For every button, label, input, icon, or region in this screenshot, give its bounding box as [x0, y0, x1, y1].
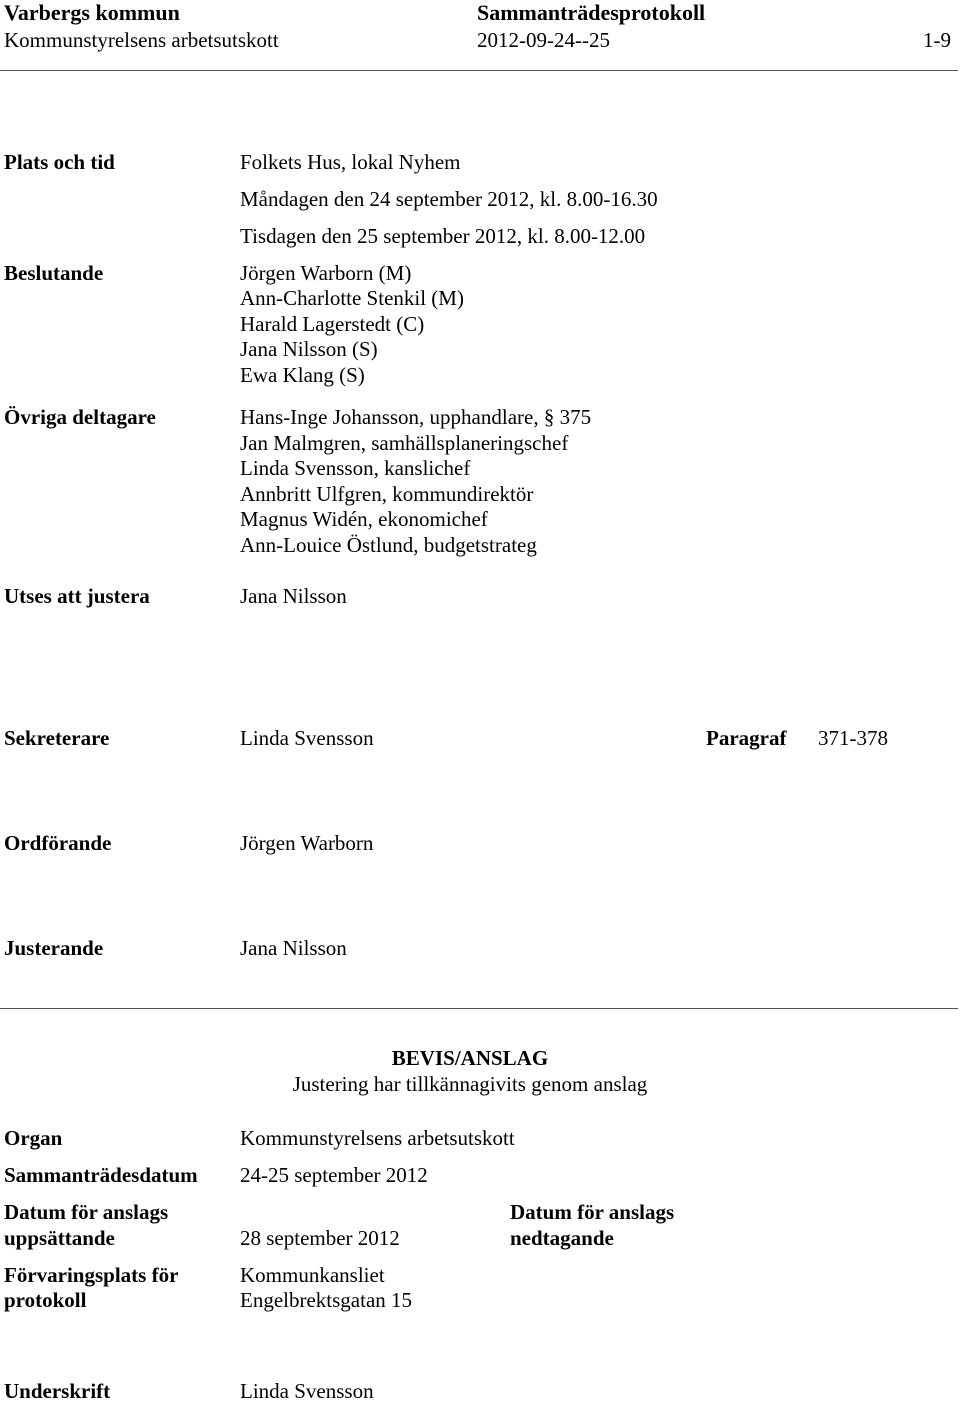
place-label: Plats och tid	[4, 150, 115, 174]
organization-name: Varbergs kommun	[4, 0, 180, 25]
storage-label-cont: protokoll	[4, 1288, 87, 1312]
decision-maker: Harald Lagerstedt (C)	[240, 312, 425, 336]
chair-name: Jörgen Warborn	[240, 831, 374, 855]
decision-maker: Jörgen Warborn (M)	[240, 261, 412, 285]
posted-date-label: Datum för anslags	[4, 1200, 169, 1224]
other-participant: Annbritt Ulfgren, kommundirektör	[240, 482, 534, 506]
meeting-date: 2012-09-24--25	[477, 28, 610, 52]
other-participant: Ann-Louice Östlund, budgetstrateg	[240, 533, 537, 557]
signature-label: Underskrift	[4, 1379, 111, 1403]
other-participant: Hans-Inge Johansson, upphandlare, § 375	[240, 405, 592, 429]
decision-makers-label: Beslutande	[4, 261, 104, 285]
time-day-1: Måndagen den 24 september 2012, kl. 8.00-16.30	[240, 187, 658, 211]
decision-maker: Jana Nilsson (S)	[240, 337, 378, 361]
storage-place: Kommunkansliet	[240, 1263, 385, 1287]
paragraph-range: 371-378	[818, 726, 888, 750]
posted-date-value: 28 september 2012	[240, 1226, 400, 1250]
other-participants-label: Övriga deltagare	[4, 405, 156, 429]
adjusting-name: Jana Nilsson	[240, 936, 347, 960]
adjuster-value: Jana Nilsson	[240, 584, 347, 608]
organ-value: Kommunstyrelsens arbetsutskott	[240, 1126, 515, 1150]
decision-maker: Ann-Charlotte Stenkil (M)	[240, 286, 464, 310]
paragraph-label: Paragraf	[706, 726, 787, 750]
meeting-date-label: Sammanträdesdatum	[4, 1163, 198, 1187]
secretary-label: Sekreterare	[4, 726, 110, 750]
adjuster-label: Utses att justera	[4, 584, 150, 608]
other-participant: Jan Malmgren, samhällsplaneringschef	[240, 431, 569, 455]
document-type: Sammanträdesprotokoll	[477, 0, 706, 25]
storage-label: Förvaringsplats för	[4, 1263, 179, 1287]
committee-name: Kommunstyrelsens arbetsutskott	[4, 28, 279, 52]
organ-label: Organ	[4, 1126, 63, 1150]
secretary-name: Linda Svensson	[240, 726, 374, 750]
chair-label: Ordförande	[4, 831, 112, 855]
notice-divider	[0, 1008, 958, 1009]
removed-date-label-cont: nedtagande	[510, 1226, 614, 1250]
signature-name: Linda Svensson	[240, 1379, 374, 1403]
notice-title: BEVIS/ANSLAG	[391, 1046, 549, 1070]
notice-subtitle: Justering har tillkännagivits genom anslag	[292, 1072, 648, 1096]
posted-date-label-cont: uppsättande	[4, 1226, 115, 1250]
time-day-2: Tisdagen den 25 september 2012, kl. 8.00-12.00	[240, 224, 646, 248]
meeting-date-value: 24-25 september 2012	[240, 1163, 428, 1187]
decision-maker: Ewa Klang (S)	[240, 363, 365, 387]
adjusting-label: Justerande	[4, 936, 104, 960]
removed-date-label: Datum för anslags	[510, 1200, 675, 1224]
header-divider	[0, 70, 958, 71]
other-participant: Linda Svensson, kanslichef	[240, 456, 471, 480]
place-value: Folkets Hus, lokal Nyhem	[240, 150, 461, 174]
page-range: 1-9	[923, 28, 951, 52]
other-participant: Magnus Widén, ekonomichef	[240, 507, 488, 531]
storage-address: Engelbrektsgatan 15	[240, 1288, 413, 1312]
